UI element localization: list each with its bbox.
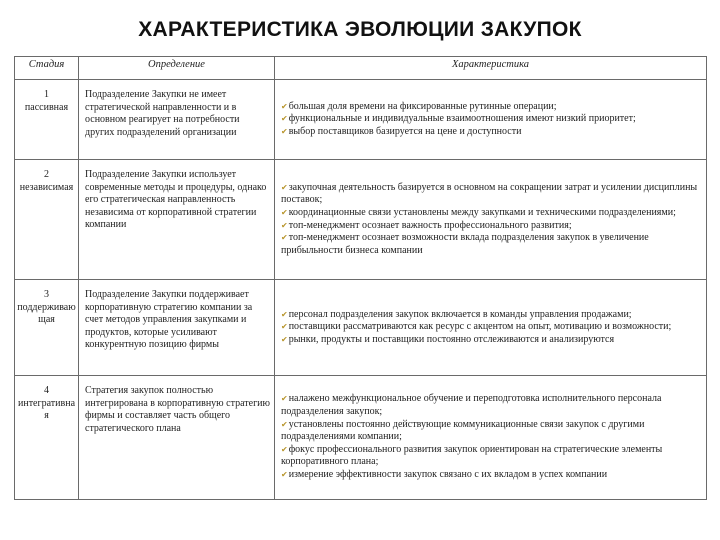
- check-mark-icon: ✔: [281, 182, 288, 192]
- page-title: ХАРАКТЕРИСТИКА ЭВОЛЮЦИИ ЗАКУПОК: [138, 18, 582, 41]
- stage-number: 3: [44, 289, 49, 300]
- characteristic-cell: [275, 280, 707, 376]
- stage-cell: [15, 80, 79, 160]
- list-item: ✔фокус профессионального развития закупок ориентирован на стратегические элементы корпоративного плана;: [281, 443, 663, 468]
- evolution-table: [14, 56, 707, 500]
- check-mark-icon: ✔: [281, 114, 288, 124]
- table-row: [15, 280, 707, 376]
- table-row: [15, 80, 707, 160]
- characteristic-cell: [275, 80, 707, 160]
- list-item: ✔топ-менеджмент осознает возможности вклада подразделения закупок в увеличение прибыльности бизнеса компании: [281, 232, 649, 256]
- list-item: ✔поставщики рассматриваются как ресурс с акцентом на опыт, мотивацию и возможности;: [281, 321, 672, 333]
- list-item: ✔установлены постоянно действующие коммуникационные связи закупок с другими подразделениями компании;: [281, 418, 645, 443]
- stage-name: пассивная: [24, 101, 69, 113]
- stage-cell: [15, 160, 79, 280]
- check-mark-icon: ✔: [281, 322, 288, 332]
- check-mark-icon: ✔: [281, 334, 288, 344]
- header-stage: Стадия: [15, 57, 79, 80]
- list-item: ✔измерение эффективности закупок связано с их вкладом в успех компании: [281, 468, 608, 480]
- list-item: ✔координационные связи установлены между закупками и техническими подразделениями;: [281, 206, 676, 218]
- table-row: [15, 376, 707, 500]
- definition-cell: Подразделение Закупки поддерживает корпоративную стратегию компании за счет методов управления закупками и продуктов, которые усиливают конкурентную позицию фирмы: [79, 280, 275, 376]
- stage-number: 2: [44, 169, 49, 180]
- header-characteristic: Характеристика: [275, 57, 707, 80]
- check-mark-icon: ✔: [281, 101, 288, 111]
- check-mark-icon: ✔: [281, 233, 288, 243]
- list-item: ✔функциональные и индивидуальные взаимоотношения имеют низкий приоритет;: [281, 113, 636, 125]
- list-item: ✔закупочная деятельность базируется в основном на сокращении затрат и усилении дисциплины поставок;: [281, 181, 698, 206]
- check-mark-icon: ✔: [281, 126, 288, 136]
- stage-number: 1: [44, 89, 49, 100]
- table-row: [15, 160, 707, 280]
- stage-name: поддерживающая: [17, 301, 76, 326]
- check-mark-icon: ✔: [281, 394, 288, 404]
- stage-cell: [15, 376, 79, 500]
- check-mark-icon: ✔: [281, 220, 288, 230]
- check-mark-icon: ✔: [281, 419, 288, 429]
- stage-name: независимая: [19, 181, 74, 193]
- stage-cell: [15, 280, 79, 376]
- header-definition: Определение: [79, 57, 275, 80]
- list-item: ✔рынки, продукты и поставщики постоянно отслеживаются и анализируются: [281, 333, 615, 345]
- characteristic-cell: [275, 160, 707, 280]
- list-item: ✔выбор поставщиков базируется на цене и доступности: [281, 125, 522, 137]
- check-mark-icon: ✔: [281, 444, 288, 454]
- definition-cell: Стратегия закупок полностью интегрирована в корпоративную стратегию фирмы и составляет часть общего стратегического плана: [79, 376, 275, 500]
- definition-cell: Подразделение Закупки не имеет стратегической направленности и в основном реагирует на потребности других подразделений организации: [79, 80, 275, 160]
- check-mark-icon: ✔: [281, 469, 288, 479]
- list-item: ✔топ-менеджмент осознает важность профессионального развития;: [281, 219, 572, 231]
- definition-cell: Подразделение Закупки использует современные методы и процедуры, однако его стратегическая направленность независима от корпоративной стратегии компании: [79, 160, 275, 280]
- stage-name: интегративная: [17, 397, 76, 422]
- characteristic-cell: [275, 376, 707, 500]
- list-item: ✔персонал подразделения закупок включается в команды управления продажами;: [281, 308, 632, 320]
- table-header-row: [15, 57, 707, 80]
- check-mark-icon: ✔: [281, 207, 288, 217]
- list-item: ✔большая доля времени на фиксированные рутинные операции;: [281, 100, 557, 112]
- check-mark-icon: ✔: [281, 309, 288, 319]
- list-item: ✔налажено межфункциональное обучение и переподготовка исполнительного персонала подразделения закупок;: [281, 393, 662, 418]
- stage-number: 4: [44, 385, 49, 396]
